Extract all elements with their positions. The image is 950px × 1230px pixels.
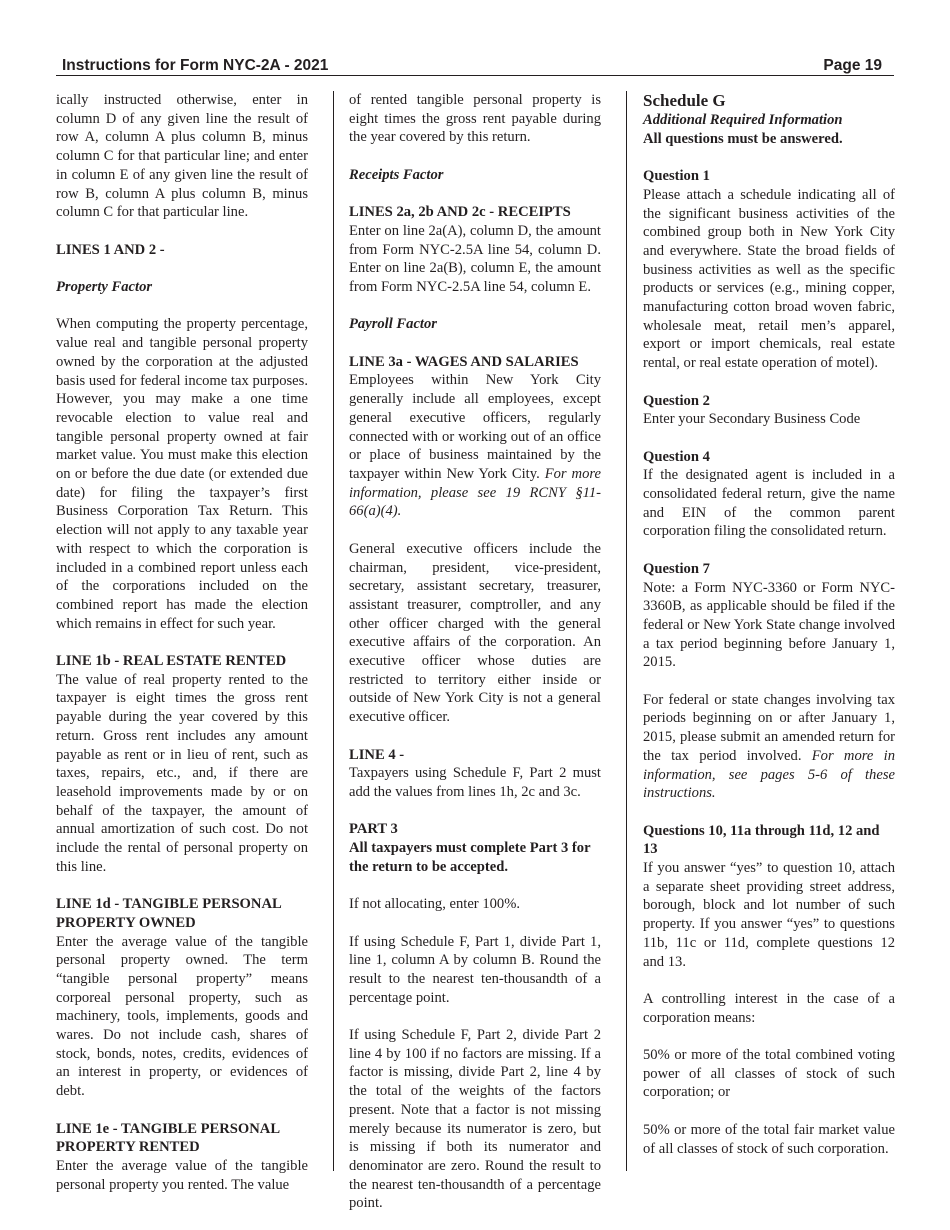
reference-note: For more information, please see 19 RCNY §11- 66(a)(4). bbox=[349, 466, 601, 520]
section-subheading: All taxpayers must complete Part 3 for the return to be accepted. bbox=[349, 840, 591, 875]
schedule-subtitle: Additional Required Information bbox=[643, 112, 843, 128]
subsection-heading: Receipts Factor bbox=[349, 166, 444, 183]
paragraph: If using Schedule F, Part 1, divide Part 1, line 1, column A by column B. Round the result to the nearest ten-thousandth of a percentage point. bbox=[349, 933, 601, 1006]
paragraph: ically instructed otherwise, enter in column D of any given line the result of row A, column A plus column B, minus column C for that particular line; and enter in column E of any given line the result of row B, column A plus column B, minus column C for that particular line. bbox=[56, 92, 308, 221]
paragraph bbox=[349, 371, 601, 521]
section-heading: LINES 2a, 2b AND 2c - RECEIPTS bbox=[349, 204, 571, 221]
question-heading: Question 7 bbox=[643, 560, 710, 577]
schedule-note: All questions must be answered. bbox=[643, 130, 843, 147]
paragraph-text: For federal or state changes involving tax periods beginning on or after January 1, 2015, please submit an amended return for the tax period involved. bbox=[643, 691, 895, 764]
question-heading: Question 1 bbox=[643, 168, 710, 185]
section-heading: PART 3 bbox=[349, 821, 398, 838]
paragraph: Enter on line 2a(A), column D, the amount from Form NYC-2.5A line 54, column D. Enter on line 2a(B), column E, the amount from Form NYC-2.5A line 54, column E. bbox=[349, 222, 601, 295]
paragraph: If using Schedule F, Part 2, divide Part 2 line 4 by 100 if no factors are missing. If a factor is missing, divide Part 2, line 4 by the total of the weights of the factors present. Note that a factor is not missing merely because its numerator is zero, but is missing if both its numerator and denominator are zero. Round the result to the nearest ten-thousandth of a percentage point. bbox=[349, 1027, 601, 1212]
paragraph: A controlling interest in the case of a corporation means: bbox=[643, 990, 895, 1026]
schedule-title: Schedule G bbox=[643, 91, 726, 110]
paragraph: If not allocating, enter 100%. bbox=[349, 896, 521, 913]
section-heading: LINE 1e - TANGIBLE PERSONAL PROPERTY RENTED bbox=[56, 1120, 280, 1156]
column-2 bbox=[349, 91, 601, 1213]
page-number: Page 19 bbox=[823, 57, 882, 74]
column-3 bbox=[643, 91, 895, 1158]
section-heading: LINE 3a - WAGES AND SALARIES bbox=[349, 353, 579, 370]
paragraph: Enter the average value of the tangible personal property owned. The term “tangible personal property” means corporeal personal property, such as machinery, tools, implements, goods and wares. Do not include cash, shares of stock, bonds, notes, credits, evidences of an interest in property, or evidences of debt. bbox=[56, 933, 308, 1100]
paragraph: The value of real property rented to the taxpayer is eight times the gross rent payable during the year covered by this return. Gross rent includes any amount payable as rent or in lieu of rent, such as taxes, repairs, etc., and, if there are leasehold improvements made by or on behalf of the taxpayer, the amount of annual amortization of such cost. Do not include the rental of personal property on this line. bbox=[56, 671, 308, 875]
question-heading: Questions 10, 11a through 11d, 12 and 13 bbox=[643, 822, 880, 858]
paragraph: Please attach a schedule indicating all of the significant business activities of the combined group both in New York City and everywhere. State the broad fields of business activities as well as the specific products or services (e.g., mining copper, manufacturing cotton broad woven fabric, wholesale meat, retail men’s apparel, export or import chemicals, real estate rental, or real estate operation of motel). bbox=[643, 186, 895, 372]
paragraph: General executive officers include the chairman, president, vice-president, secretary, assistant secretary, treasurer, assistant treasurer, comptroller, and any other officer charged with the general executive affairs of the corporation. An executive officer whose duties are restricted to territory either inside or outside of New York City is not a general executive officer. bbox=[349, 540, 601, 726]
column-divider bbox=[626, 91, 627, 1171]
section-heading: LINE 4 - bbox=[349, 746, 405, 763]
reference-note: For more in information, see pages 5-6 of these instructions. bbox=[643, 747, 896, 802]
page-header bbox=[56, 57, 894, 76]
paragraph: Enter your Secondary Business Code bbox=[643, 411, 861, 428]
paragraph-text: Employees within New York City generally include all employees, except general executive officers, regularly connected with or working out of an office or place of business maintained by the taxpayer within New York City. bbox=[349, 372, 601, 482]
question-heading: Question 4 bbox=[643, 448, 710, 465]
paragraph: 50% or more of the total fair market value of all classes of stock of such corporation. bbox=[643, 1121, 895, 1157]
paragraph: Enter the average value of the tangible personal property you rented. The value bbox=[56, 1157, 308, 1193]
paragraph: 50% or more of the total combined voting power of all classes of stock of such corporation; or bbox=[643, 1047, 895, 1101]
paragraph bbox=[643, 691, 895, 803]
column-1 bbox=[56, 91, 308, 1194]
document-title: Instructions for Form NYC-2A - 2021 bbox=[62, 57, 329, 74]
subsection-heading: Payroll Factor bbox=[349, 316, 437, 333]
subsection-heading: Property Factor bbox=[56, 279, 153, 295]
column-divider bbox=[333, 91, 334, 1171]
paragraph: If you answer “yes” to question 10, attach a separate sheet providing street address, borough, block and lot number of such property. If you answer “yes” to questions 11b, 11c or 11d, complete questions 12 and 13. bbox=[643, 860, 895, 970]
paragraph: Note: a Form NYC-3360 or Form NYC-3360B, as applicable should be filed if the federal or New York State change involved a tax period beginning before January 1, 2015. bbox=[643, 579, 895, 671]
paragraph: of rented tangible personal property is eight times the gross rent payable during the year covered by this return. bbox=[349, 92, 601, 146]
paragraph: Taxpayers using Schedule F, Part 2 must add the values from lines 1h, 2c and 3c. bbox=[349, 765, 601, 800]
paragraph: When computing the property percentage, value real and tangible personal property owned by the corporation at the adjusted basis used for federal income tax purposes. However, you may make a one time revocable election to value real and tangible personal property owned at fair market value. You must make this election on or before the due date (or extended due date) for filing the taxpayer’s first Business Corporation Tax Return. This election will not apply to any taxable year with respect to which the corporation is included in a combined report unless each of the corporations included on the combined report has made the election which remains in effect for such year. bbox=[56, 316, 308, 632]
section-heading: LINE 1b - REAL ESTATE RENTED bbox=[56, 653, 287, 670]
section-heading: LINE 1d - TANGIBLE PERSONAL PROPERTY OWNED bbox=[56, 896, 281, 931]
paragraph: If the designated agent is included in a consolidated federal return, give the name and EIN of the common parent corporation filing the consolidated return. bbox=[643, 467, 895, 540]
section-heading: LINES 1 AND 2 - bbox=[56, 241, 165, 258]
question-heading: Question 2 bbox=[643, 392, 710, 409]
